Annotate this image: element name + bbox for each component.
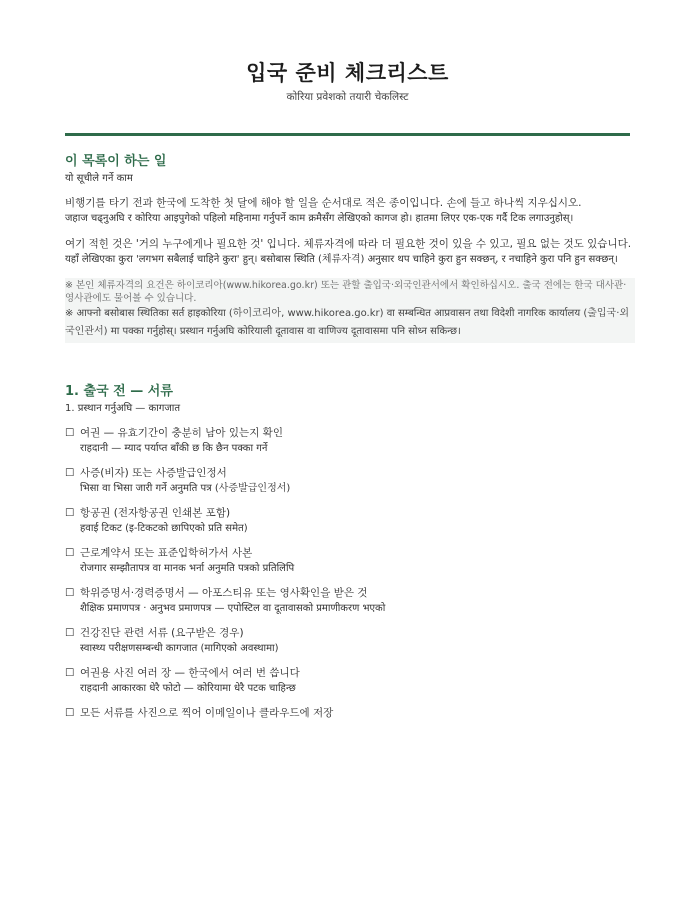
checklist-item-ne: राहदानी — म्याद पर्याप्त बाँकी छ कि छैन पक्का गर्ने — [80, 443, 268, 454]
checkbox-icon[interactable]: ☐ — [65, 547, 75, 559]
checklist-item-ne: स्वास्थ्य परीक्षणसम्बन्धी कागजात (मागिएको अवस्थामा) — [80, 643, 279, 654]
checklist-item[interactable] — [65, 586, 635, 616]
intro-paragraph-2-ko: 여기 적힌 것은 '거의 누구에게나 필요한 것' 입니다. 체류자격에 따라 더 필요한 것이 있을 수 있고, 필요 없는 것도 있습니다. — [65, 238, 632, 250]
checklist-item-ko: 모든 서류를 사진으로 찍어 이메일이나 클라우드에 저장 — [80, 707, 334, 719]
page-subtitle: कोरिया प्रवेशको तयारी चेकलिस्ट — [286, 91, 409, 103]
document-body — [65, 153, 635, 721]
checkbox-icon[interactable]: ☐ — [65, 627, 75, 639]
checklist-item-ne: भिसा वा भिसा जारी गर्ने अनुमति पत्र (사증발급인정서) — [80, 483, 291, 494]
checkbox-icon[interactable]: ☐ — [65, 707, 75, 719]
checklist-item-ko: 학위증명서·경력증명서 — 아포스티유 또는 영사확인을 받은 것 — [80, 587, 368, 599]
checklist-item-ne: शैक्षिक प्रमाणपत्र · अनुभव प्रमाणपत्र — एपोस्टिल वा दूतावासको प्रमाणीकरण भएको — [80, 603, 386, 614]
section-1-heading: 1. 출국 전 — 서류 — [65, 384, 173, 399]
intro-heading: 이 목록이 하는 일 — [65, 154, 167, 169]
header-divider — [65, 133, 630, 136]
checklist-item-ko: 항공권 (전자항공권 인쇄본 포함) — [80, 507, 231, 519]
checklist-item-ne: रोजगार सम्झौतापत्र वा मानक भर्ना अनुमति पत्रको प्रतिलिपि — [80, 563, 295, 574]
checklist-item-ko: 건강진단 관련 서류 (요구받은 경우) — [80, 627, 244, 639]
checkbox-icon[interactable]: ☐ — [65, 427, 75, 439]
checklist-item[interactable] — [65, 666, 635, 696]
checkbox-icon[interactable]: ☐ — [65, 587, 75, 599]
section-1-heading-ne: 1. प्रस्थान गर्नुअघि — कागजात — [65, 403, 181, 414]
checklist-item[interactable] — [65, 466, 635, 496]
intro-note — [65, 278, 635, 343]
checklist-item-ko: 근로계약서 또는 표준입학허가서 사본 — [80, 547, 253, 559]
checkbox-icon[interactable]: ☐ — [65, 507, 75, 519]
checklist-item-ne: हवाई टिकट (इ-टिकटको छापिएको प्रति समेत) — [80, 523, 248, 534]
checkbox-icon[interactable]: ☐ — [65, 467, 75, 479]
checklist-item-ne: राहदानी आकारका धेरै फोटो — कोरियामा धेरै पटक चाहिन्छ — [80, 683, 296, 694]
checklist-item-ko: 여권용 사진 여러 장 — 한국에서 여러 번 씁니다 — [80, 667, 300, 679]
section-documents — [65, 383, 635, 721]
page-title: 입국 준비 체크리스트 — [246, 61, 449, 85]
checklist-item-ko: 사증(비자) 또는 사증발급인정서 — [80, 467, 227, 479]
checkbox-icon[interactable]: ☐ — [65, 667, 75, 679]
checklist-item[interactable] — [65, 706, 635, 721]
intro-paragraph-1-ne: जहाज चढ्नुअघि र कोरिया आइपुगेको पहिलो महिनामा गर्नुपर्ने काम क्रमैसँग लेखिएको कागज हो। हातमा लिएर एक-एक गर्दै टिक लगाउनुहोस्। — [65, 213, 574, 224]
checklist-item[interactable] — [65, 426, 635, 456]
checklist-item[interactable] — [65, 506, 635, 536]
intro-note-ko: ※ 본인 체류자격의 요건은 하이코리아(www.hikorea.go.kr) 또는 관할 출입국·외국인관서에서 확인하십시오. 출국 전에는 한국 대사관·영사관에도 물어볼 수 있습니다. — [65, 280, 627, 304]
intro-paragraph-1-ko: 비행기를 타기 전과 한국에 도착한 첫 달에 해야 할 일을 순서대로 적은 종이입니다. 손에 들고 하나씩 지우십시오. — [65, 197, 582, 209]
checklist-item[interactable] — [65, 626, 635, 656]
checklist-item-ko: 여권 — 유효기간이 충분히 남아 있는지 확인 — [80, 427, 283, 439]
intro-section — [65, 153, 635, 343]
intro-note-ne: ※ आफ्नो बसोबास स्थितिका सर्त हाइकोरिया (하이코리아, www.hikorea.go.kr) वा सम्बन्धित आप्रवासन तथा विदेशी नागरिक कार्यालय (출입국·외국인관서) मा पक्का गर्नुहोस्। प्रस्थान गर्नुअघि कोरियाली दूतावास वा वाणिज्य दूतावासमा पनि सोध्न सकिन्छ। — [65, 308, 630, 337]
intro-paragraph-2-ne: यहाँ लेखिएका कुरा 'लगभग सबैलाई चाहिने कुरा' हुन्। बसोबास स्थिति (체류자격) अनुसार थप चाहिने कुरा हुन सक्छन्, र नचाहिने कुरा पनि हुन सक्छन्। — [65, 254, 618, 265]
checklist-item[interactable] — [65, 546, 635, 576]
intro-heading-ne: यो सूचीले गर्ने काम — [65, 173, 133, 184]
